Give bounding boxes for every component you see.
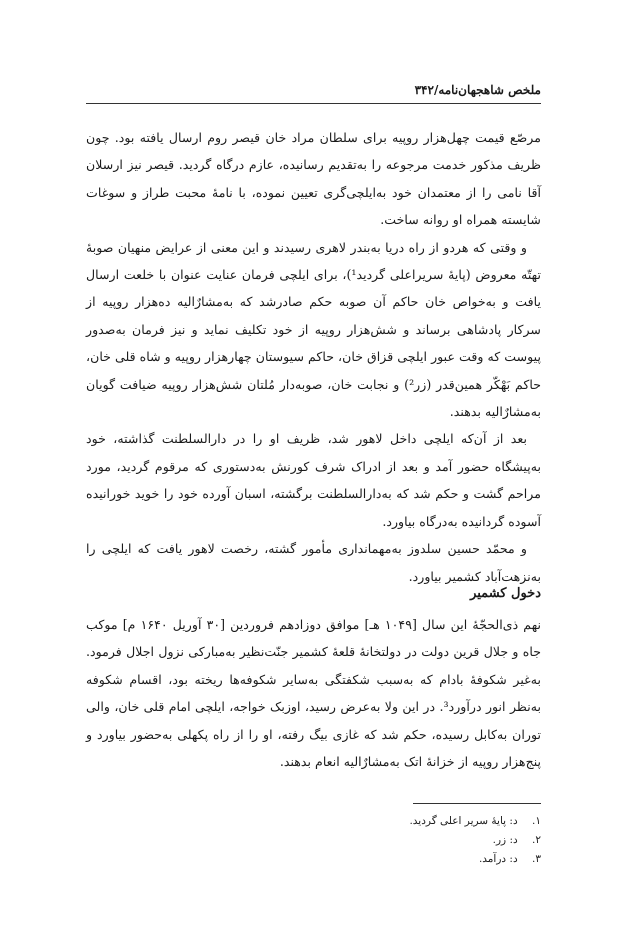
paragraph-2: و وقتی که هردو از راه دریا به‌بندر لاهری رسیدند و این معنی از عرایض منهیان صوبهٔ تهتّه معروض (پایهٔ سریراعلی گردید¹)، برای ایلچی فرمان عنایت عنوان با خلعت ارسال یافت و به‌خواص خان حاکم آن صوبه حکم صادرشد که به‌مشارٌالیه ده‌هزار روپیه از سرکار پادشاهی برساند و شش‌هزار روپیه از خود تکلیف نماید و نیز فرمان به‌صدور پیوست که وقت عبور ایلچی قزاق خان، حاکم سیوستان چهارهزار روپیه و شاه قلی خان، حاکم بَهْکّر همین‌قدر (زر²) و نجابت خان، صوبه‌دار مُلتان شش‌هزار روپیه ضیافت گویان به‌مشارٌالیه بدهند. bbox=[86, 239, 541, 420]
footnote-2 bbox=[86, 831, 541, 850]
body-text bbox=[86, 124, 541, 590]
footnote-text: د: درآمد. bbox=[478, 853, 518, 865]
footnote-text: د: پایهٔ سریر اعلی گردید. bbox=[409, 815, 518, 827]
footnotes bbox=[86, 812, 541, 869]
footnote-1 bbox=[86, 812, 541, 831]
footnote-3 bbox=[86, 850, 541, 869]
paragraph-3: بعد از آن‌که ایلچی داخل لاهور شد، ظریف او را در دارالسلطنت گذاشته، خود به‌پیشگاه حضور آمد و بعد از ادراک شرف کورنش به‌دستوری که مرقوم گردید، مورد مراحم گشت و حکم شد که به‌دارالسلطنت برگشته، اسبان آورده خود را خوید خورانیده آسوده گردانیده به‌درگاه بیاورد. bbox=[86, 431, 541, 529]
running-header: ملخص شاهجهان‌نامه/۳۴۲ bbox=[414, 83, 541, 97]
paragraph-1: مرصّع قیمت چهل‌هزار روپیه برای سلطان مراد خان قیصر روم ارسال یافته بود. چون ظریف مذکور خدمت مرجوعه را به‌تقدیم رسانیده، عازم درگاه گردید. قیصر نیز ارسلان آقا نامی را از معتمدان خود به‌ایلچی‌گری تعیین نموده، با نامهٔ محبت طراز و سوغات شایسته همراه او روانه ساخت. bbox=[86, 130, 541, 228]
footnote-text: د: زر. bbox=[492, 834, 518, 846]
section-body bbox=[86, 611, 541, 775]
header-rule bbox=[86, 103, 541, 104]
paragraph-4: و محمّد حسین سلدوز به‌مهمانداری مأمور گشته، رخصت لاهور یافت که ایلچی را به‌نزهت‌آباد کشمیر بیاورد. bbox=[86, 541, 541, 584]
footnote-number: ۱. bbox=[532, 815, 541, 827]
footnote-number: ۲. bbox=[532, 834, 541, 846]
footnote-number: ۳. bbox=[532, 853, 541, 865]
footnote-rule bbox=[413, 803, 541, 804]
section-paragraph: نهم ذی‌الحجّهٔ این سال [۱۰۴۹ هـ] موافق دوزادهم فروردین [۳۰ آوریل ۱۶۴۰ م] موکب جاه و جلال قرین دولت در دولتخانهٔ قلعهٔ کشمیر جنّت‌نظیر به‌مبارکی نزول اجلال فرمود. به‌غیر شکوفهٔ بادام که به‌سبب شکفتگی به‌سایر شکوفه‌ها ریخته بود، اقسام شکوفه به‌نظر انور درآورد³. در این ولا به‌عرض رسید، اوزبک خواجه، ایلچی امام قلی خان، والی توران به‌کابل رسیده، حکم شد که غازی بیگ رفته، او را از راه پکهلی به‌حضور بیاورد و پنج‌هزار روپیه از خزانهٔ اتک به‌مشارٌالیه انعام بدهند. bbox=[86, 617, 541, 770]
section-heading: دخول کشمیر bbox=[470, 586, 541, 601]
